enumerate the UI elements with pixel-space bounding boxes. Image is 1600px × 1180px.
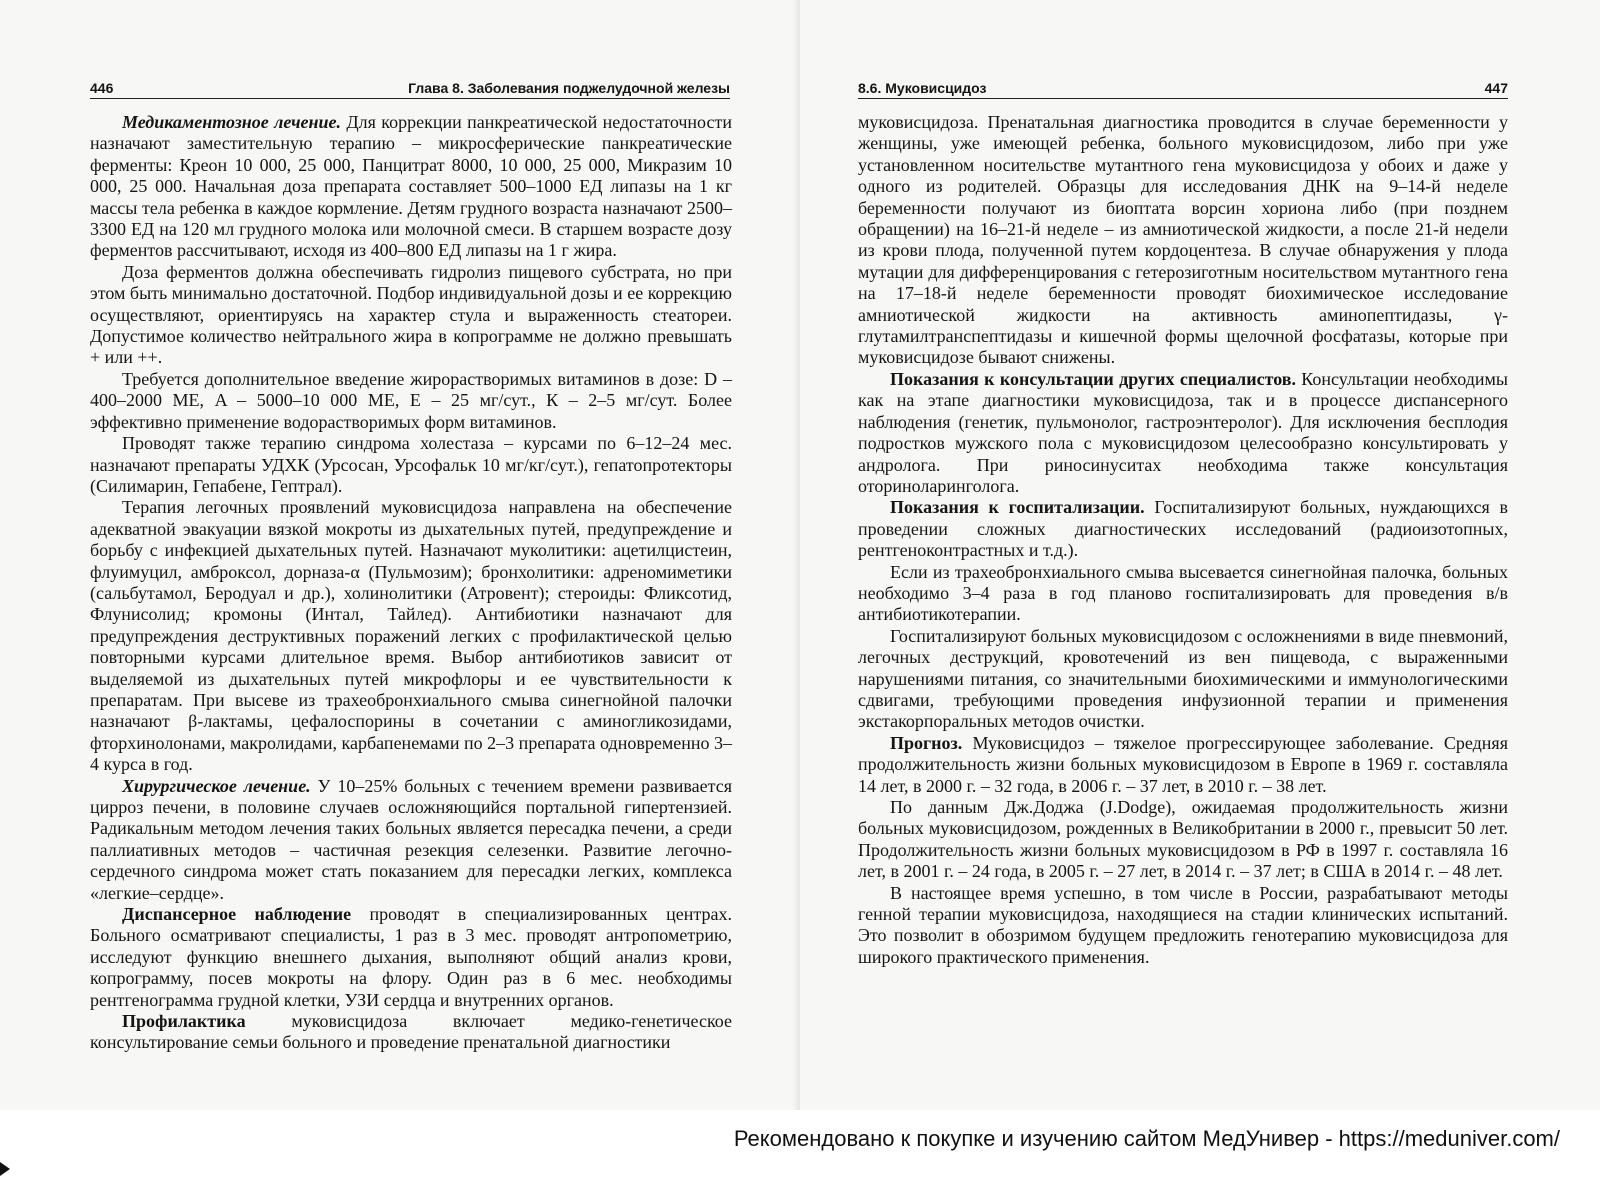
footer-recommendation: Рекомендовано к покупке и изучению сайтом МедУнивер - https://meduniver.com/	[733, 1126, 1560, 1151]
paragraph-text: Для коррекции панкреатической недостаточности назначают заместительную терапию – микросферические панкреатические ферменты: Креон 10 000, 25 000, Панцитрат 8000, 10 000, 25 000, Микразим 10 000, 25 000. Начальная доза препарата составляет 500–1000 ЕД липазы на 1 кг массы тела ребенка в каждое кормление. Детям грудного возраста назначают 2500–3300 ЕД на 120 мл грудного молока или молочной смеси. В старшем возрасте дозу ферментов рассчитывают, исходя из 400–800 ЕД липазы на 1 г жира.	[90, 112, 732, 261]
body-paragraph	[90, 262, 732, 369]
right-page-body	[858, 112, 1508, 968]
left-running-header	[90, 76, 730, 99]
footer-bar	[0, 1110, 1600, 1180]
body-paragraph	[90, 433, 732, 497]
body-paragraph	[858, 562, 1508, 626]
body-paragraph	[90, 1011, 732, 1054]
body-paragraph	[90, 904, 732, 1011]
body-paragraph	[858, 626, 1508, 733]
body-paragraph	[858, 883, 1508, 969]
paragraph-text: В настоящее время успешно, в том числе в России, разрабатывают методы генной терапии муковисцидоза, находящиеся на стадии клинических испытаний. Это позволит в обозримом будущем предложить генотерапию муковисцидоза для широкого практического применения.	[858, 882, 1508, 967]
paragraph-lead-bold: Показания к госпитализации.	[890, 497, 1145, 518]
paragraph-lead-bold: Профилактика	[122, 1011, 246, 1032]
body-paragraph	[858, 733, 1508, 797]
paragraph-lead-bold: Диспансерное наблюдение	[122, 904, 352, 925]
paragraph-lead-italic: Хирургическое лечение.	[122, 775, 311, 796]
paragraph-text: муковисцидоза. Пренатальная диагностика проводится в случае беременности у женщины, уже имеющей ребенка, больного муковисцидозом, либо при уже установленном носительстве мутантного гена муковисцидоза у обоих и даже у одного из родителей. Образцы для исследования ДНК на 9–14-й неделе беременности получают из биоптата ворсин хориона либо (при позднем обращении) на 16–21-й неделе – из амниотической жидкости, а после 21-й недели из крови плода, полученной путем кордоцентеза. В случае обнаружения у плода мутации для дифференцирования с гетерозиготным носительством мутантного гена на 17–18-й неделе беременности проводят биохимическое исследование амниотической жидкости на активность аминопептидазы, γ-глутамилтранспептидазы и кишечной формы щелочной фосфатазы, которые при муковисцидозе бывают снижены.	[858, 112, 1508, 368]
paragraph-lead-italic: Медикаментозное лечение.	[122, 112, 342, 132]
paragraph-text: Госпитализируют больных муковисцидозом с осложнениями в виде пневмоний, легочных деструкций, кровотечений из вен пищевода, с выраженными нарушениями питания, со значительными биохимическими и иммунологическими сдвигами, требующими проведения инфузионной терапии и применения экстакорпоральных методов очистки.	[858, 625, 1508, 732]
right-page	[800, 0, 1600, 1110]
left-page	[0, 0, 800, 1110]
right-section-title: 8.6. Муковисцидоз	[858, 80, 987, 96]
paragraph-text: Терапия легочных проявлений муковисцидоза направлена на обеспечение адекватной эвакуации вязкой мокроты из дыхательных путей, предупреждение и борьбу с инфекцией дыхательных путей. Назначают муколитики: ацетилцистеин, флуимуцил, амброксол, дорназа-α (Пульмозим); бронхолитики: адреномиметики (сальбутамол, Беродуал и др.), холинолитики (Атровент); стероиды: Фликсотид, Флунисолид; кромоны (Интал, Тайлед). Антибиотики назначают для предупреждения деструктивных поражений легких с профилактической целью повторными курсами длительное время. Выбор антибиотиков зависит от выделяемой из дыхательных путей микрофлоры и ее чувствительности к препаратам. При высеве из трахеобронхиального смыва синегнойной палочки назначают β-лактамы, цефалоспорины в сочетании с аминогликозидами, фторхинолонами, макролидами, карбапенемами по 2–3 препарата одновременно 3–4 курса в год.	[90, 497, 732, 775]
body-paragraph	[858, 112, 1508, 369]
paragraph-text: Доза ферментов должна обеспечивать гидролиз пищевого субстрата, но при этом быть минимально достаточной. Подбор индивидуальной дозы и ее коррекцию осуществляют, ориентируясь на характер стула и выраженность стеатореи. Допустимое количество нейтрального жира в копрограмме не должно превышать + или ++.	[90, 261, 732, 368]
paragraph-text: муковисцидоза включает медико-генетическое консультирование семьи больного и проведение пренатальной диагностики	[90, 1011, 732, 1053]
body-paragraph	[90, 112, 732, 262]
corner-arrow-icon	[0, 1162, 10, 1176]
body-paragraph	[858, 369, 1508, 497]
paragraph-text: Госпитализируют больных, нуждающихся в проведении сложных диагностических исследований (радиоизотопных, рентгеноконтрастных и т.д.).	[858, 497, 1509, 561]
right-running-header	[858, 76, 1508, 99]
paragraph-text: Проводят также терапию синдрома холестаза – курсами по 6–12–24 мес. назначают препараты УДХК (Урсосан, Урсофальк 10 мг/кг/сут.), гепатопротекторы (Силимарин, Гепабене, Гептрал).	[90, 433, 732, 496]
paragraph-text: Требуется дополнительное введение жирорастворимых витаминов в дозе: D – 400–2000 МЕ, A – 5000–10 000 МЕ, E – 25 мг/сут., К – 2–5 мг/сут. Более эффективно применение водорастворимых форм витаминов.	[90, 368, 732, 432]
paragraph-text: По данным Дж.Доджа (J.Dodge), ожидаемая продолжительность жизни больных муковисцидозом, рожденных в Великобритании в 2000 г., превысит 50 лет. Продолжительность жизни больных муковисцидозом в РФ в 1997 г. составляла 16 лет, в 2001 г. – 24 года, в 2005 г. – 27 лет, в 2014 г. – 37 лет; в США в 2014 г. – 48 лет.	[858, 797, 1508, 882]
paragraph-text: Муковисцидоз – тяжелое прогрессирующее заболевание. Средняя продолжительность жизни больных муковисцидозом в Европе в 1969 г. составляла 14 лет, в 2000 г. – 32 года, в 2006 г. – 37 лет, в 2010 г. – 38 лет.	[858, 732, 1508, 796]
paragraph-text: проводят в специализированных центрах. Больного осматривают специалисты, 1 раз в 3 мес. проводят антропометрию, исследуют функцию внешнего дыхания, выполняют общий анализ крови, копрограмму, посев мокроты на флору. Один раз в 6 мес. необходимы рентгенограмма грудной клетки, УЗИ сердца и внутренних органов.	[90, 904, 732, 1010]
left-chapter-title: Глава 8. Заболевания поджелудочной железы	[408, 80, 730, 96]
left-page-number: 446	[90, 80, 114, 96]
paragraph-lead-bold: Показания к консультации других специалистов.	[890, 368, 1296, 389]
body-paragraph	[90, 497, 732, 775]
paragraph-text: У 10–25% больных с течением времени развивается цирроз печени, в половине случаев осложняющийся портальной гипертензией. Радикальным методом лечения таких больных является пересадка печени, а среди паллиативных методов – частичная резекция селезенки. Развитие легочно-сердечного синдрома может стать показанием для пересадки легких, комплекса «легкие–сердце».	[90, 775, 732, 903]
right-page-number: 447	[1484, 80, 1508, 96]
paragraph-lead-bold: Прогноз.	[890, 732, 963, 753]
body-paragraph	[858, 497, 1508, 561]
body-paragraph	[90, 369, 732, 433]
body-paragraph	[90, 776, 732, 904]
paragraph-text: Консультации необходимы как на этапе диагностики муковисцидоза, так и в процессе диспансерного наблюдения (генетик, пульмонолог, гастроэнтеролог). Для исключения бесплодия подростков мужского пола с муковисцидозом целесообразно консультировать у андролога. При риносинуситах необходима также консультация оториноларинголога.	[858, 368, 1508, 496]
body-paragraph	[858, 797, 1508, 883]
left-page-body	[90, 112, 732, 1054]
paragraph-text: Если из трахеобронхиального смыва высевается синегнойная палочка, больных необходимо 3–4 раза в год планово госпитализировать для проведения в/в антибиотикотерапии.	[858, 561, 1508, 625]
